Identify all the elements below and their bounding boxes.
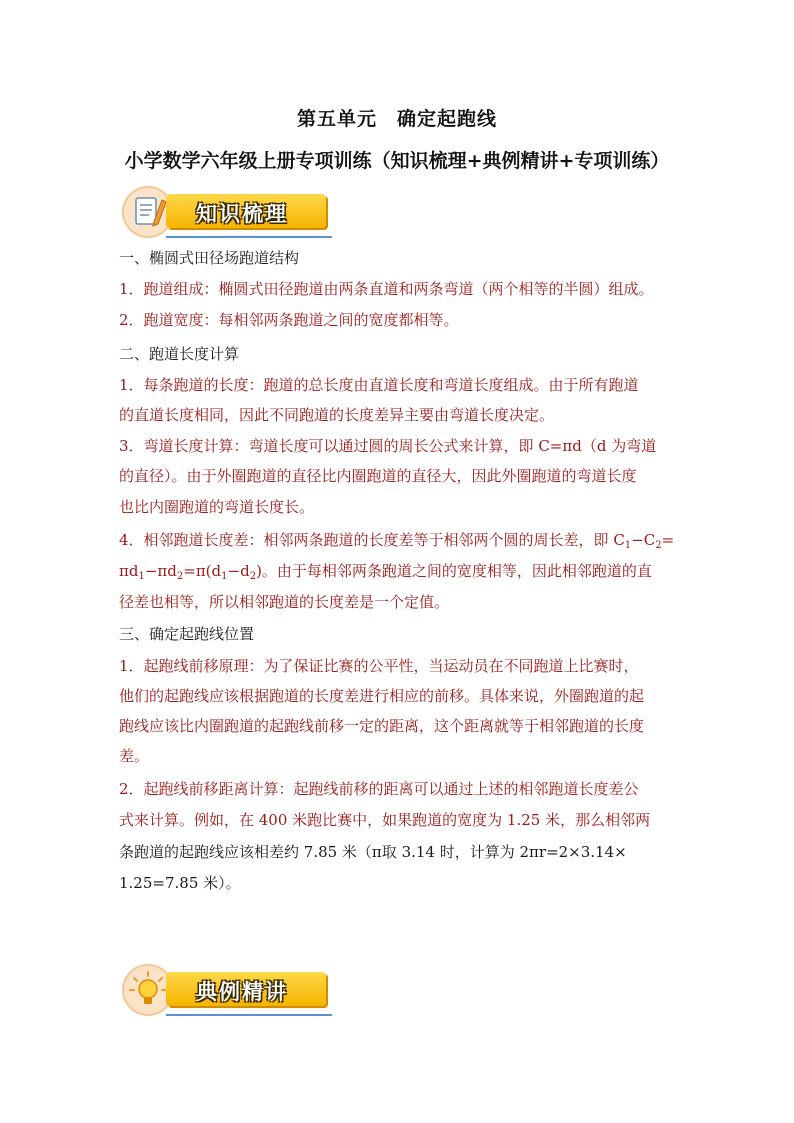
examples-banner xyxy=(122,962,332,1022)
knowledge-banner-label: 知识梳理 xyxy=(196,201,288,226)
formula-text: −d xyxy=(227,562,250,580)
subscript: 1 xyxy=(138,571,145,582)
paragraph-line: 1．起跑线前移原理：为了保证比赛的公平性，当运动员在不同跑道上比赛时， xyxy=(119,657,639,675)
page-subtitle: 小学数学六年级上册专项训练（知识梳理+典例精讲+专项训练） xyxy=(124,150,670,172)
knowledge-banner-underline xyxy=(166,236,332,238)
formula-text: −C xyxy=(631,531,656,549)
formula-text: −πd xyxy=(144,562,177,580)
paragraph-line: 的直道长度相同，因此不同跑道的长度差异主要由弯道长度决定。 xyxy=(119,406,555,424)
paragraph-line: 的直径）。由于外圈跑道的直径比内圈跑道的直径大，因此外圈跑道的弯道长度 xyxy=(119,467,637,485)
formula-text: )。由于每相邻两条跑道之间的宽度相等，因此相邻跑道的直 xyxy=(256,562,652,580)
formula-text: = xyxy=(661,531,675,549)
formula-line xyxy=(119,530,679,556)
subscript: 1 xyxy=(624,540,632,551)
paragraph-line: 条跑道的起跑线应该相差约 7.85 米（π取 3.14 时，计算为 2πr=2×3.14× xyxy=(119,843,627,861)
knowledge-banner-bar xyxy=(166,194,326,228)
paragraph-line: 2．起跑线前移距离计算：起跑线前移的距离可以通过上述的相邻跑道长度差公 xyxy=(119,780,639,798)
paragraph-line: 3．弯道长度计算：弯道长度可以通过圆的周长公式来计算，即 C=πd（d 为弯道 xyxy=(119,437,657,455)
formula-line xyxy=(119,561,679,587)
paragraph-line: 跑线应该比内圈跑道的起跑线前移一定的距离，这个距离就等于相邻跑道的长度 xyxy=(119,717,645,735)
paragraph: 1．跑道组成：椭圆式田径跑道由两条直道和两条弯道（两个相等的半圆）组成。 xyxy=(119,280,654,298)
formula-text: πd xyxy=(119,562,139,580)
paragraph-line: 1.25=7.85 米）。 xyxy=(119,874,241,892)
paragraph-line: 差。 xyxy=(119,747,150,765)
paragraph-line: 也比内圈跑道的弯道长度长。 xyxy=(119,498,315,516)
section-heading-3: 三、确定起跑线位置 xyxy=(119,625,255,643)
section-heading-2: 二、跑道长度计算 xyxy=(119,345,240,363)
page-title: 第五单元 确定起跑线 xyxy=(296,108,497,130)
subscript: 1 xyxy=(221,571,228,582)
knowledge-banner xyxy=(122,184,332,244)
subscript: 2 xyxy=(176,571,184,582)
paragraph-line: 径差也相等，所以相邻跑道的长度差是一个定值。 xyxy=(119,593,450,611)
paragraph-line: 式来计算。例如，在 400 米跑比赛中，如果跑道的宽度为 1.25 米，那么相邻两 xyxy=(119,811,651,829)
subscript: 2 xyxy=(655,540,662,551)
section-heading-1: 一、椭圆式田径场跑道结构 xyxy=(119,249,300,267)
paragraph: 2．跑道宽度：每相邻两条跑道之间的宽度都相等。 xyxy=(119,311,459,329)
examples-banner-bar xyxy=(166,972,326,1006)
examples-banner-label: 典例精讲 xyxy=(196,979,288,1004)
formula-text: 4．相邻跑道长度差：相邻两条跑道的长度差等于相邻两个圆的周长差，即 C xyxy=(119,531,625,549)
examples-banner-underline xyxy=(166,1014,332,1016)
formula-text: =π(d xyxy=(183,562,222,580)
subscript: 2 xyxy=(249,571,257,582)
paragraph-line: 他们的起跑线应该根据跑道的长度差进行相应的前移。具体来说，外圈跑道的起 xyxy=(119,687,645,705)
paragraph-line: 1．每条跑道的长度：跑道的总长度由直道长度和弯道长度组成。由于所有跑道 xyxy=(119,376,639,394)
